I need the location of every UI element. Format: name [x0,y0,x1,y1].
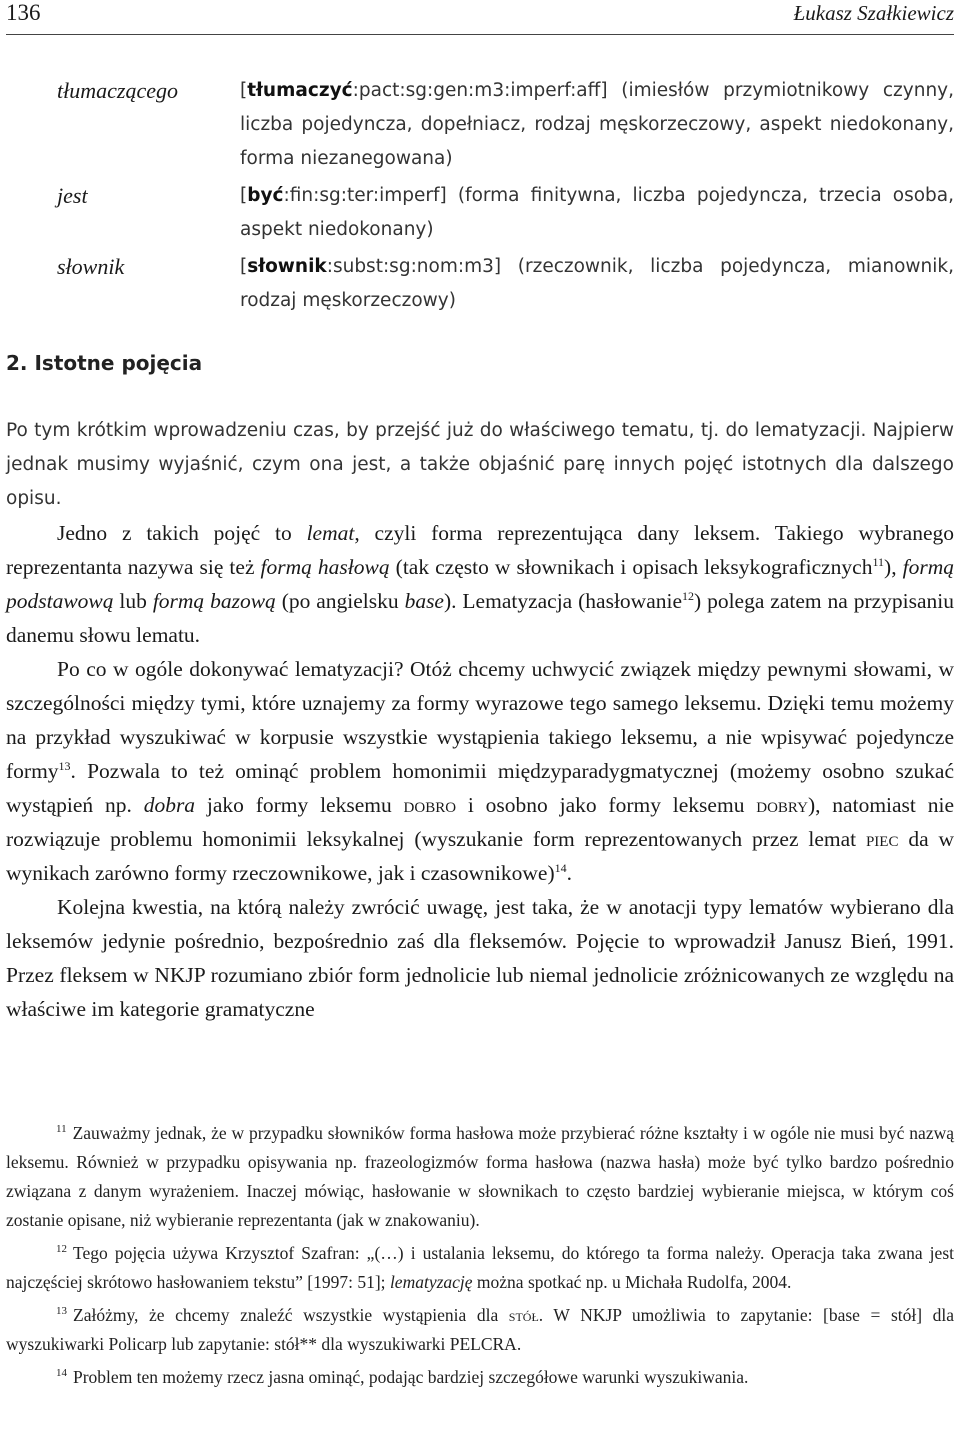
footnote-number: 13 [56,1305,67,1318]
paragraph-purpose [6,652,954,890]
glossary-tag: :fin:sg:ter:imperf] [283,185,447,206]
footnote-text: Tego pojęcia używa Krzysztof Szafran: „(…) i ustalania leksemu, do którego ta forma należy. Operacja taka zwana jest najczęściej skrótowo hasłowaniem tekstu” [1997: 51]; [6,1243,954,1292]
running-header [6,0,954,30]
footnote-12 [6,1239,954,1297]
running-author: Łukasz Szałkiewicz [793,1,954,25]
footnotes [6,1119,954,1396]
text-run: Jedno z takich pojęć to [57,521,307,545]
text-run: ) polega zatem na przypisaniu danemu słowu lematu. [6,589,955,647]
glossary-explanation: (forma finitywna, liczba pojedyncza, trzecia osoba, aspekt niedokonany) [240,185,954,240]
smallcaps-lexeme: stół [508,1305,539,1325]
italic-term: lemat [306,521,355,545]
italic-term: lematyzację [389,1272,473,1292]
text-run: lub [113,589,153,613]
italic-term: formą bazową [152,589,276,613]
text-run: ), [884,555,903,579]
footnote-text: Załóżmy, że chcemy znaleźć wszystkie wystąpienia dla [73,1305,509,1325]
footnote-number: 12 [56,1243,67,1256]
page-number: 136 [6,0,41,25]
italic-term: base [404,589,444,613]
footnote-ref[interactable]: 11 [872,554,885,569]
footnote-11 [6,1119,954,1235]
text-run: Po co w ogóle dokonywać lematyzacji? Otóż chcemy uchwycić związek między pewnymi słowami, w szczególności między tymi, które uznajemy za formy wyrazowe tego samego leksemu. Dzięki temu możemy na przykład wyszukiwać w korpusie wszystkie wystąpienia takiego leksemu, a nie wpisywać pojedyncze formy [6,657,954,783]
text-run: (tak często w słownikach i opisach leksykograficznych [389,555,873,579]
footnote-number: 11 [56,1123,67,1136]
glossary-explanation: (rzeczownik, liczba pojedyncza, mianownik, rodzaj męskorzeczowy) [240,256,954,311]
text-run: . [566,861,573,885]
paragraph-lemat [6,516,954,652]
glossary-tag: :subst:sg:nom:m3] [326,256,502,277]
glossary-term: słownik [57,254,125,279]
italic-term: formą podstawową [6,555,954,613]
footnote-14 [6,1363,954,1392]
smallcaps-lexeme: dobro [403,793,457,817]
glossary-explanation: (imiesłów przymiotnikowy czynny, liczba pojedyncza, dopełniacz, rodzaj męskorzeczowy, aspekt niedokonany, forma niezanegowana) [240,80,954,169]
footnote-text: Zauważmy jednak, że w przypadku słowników forma hasłowa może przybierać różne kształty i w ogóle nie musi być nazwą leksemu. Również w przypadku opisywania np. frazeologizmów forma hasłowa (nazwa hasła) może być tylko bardzo pośrednio związana z danym wyrażeniem. Inaczej mówiąc, hasłowanie w słownikach to często bardziej wybieranie miejsca, w którym coś zostanie opisane, niż wybieranie reprezentanta (jak w znakowaniu). [6,1123,954,1230]
footnote-13 [6,1301,954,1359]
glossary-lemma: być [247,185,284,206]
glossary-lemma: słownik [247,256,327,277]
header-rule [6,34,954,35]
text-run: da w wynikach zarówno formy rzeczownikowe, jak i czasownikowe) [6,827,954,885]
footnote-ref[interactable]: 14 [554,860,567,875]
footnote-ref[interactable]: 12 [682,588,695,603]
body-text [6,414,954,1026]
footnote-ref[interactable]: 13 [58,758,71,773]
glossary-term: jest [57,183,88,208]
glossary-tag: :pact:sg:gen:m3:imperf:aff] [352,80,608,101]
glossary-entry [0,74,960,176]
text-run: jako formy leksemu [195,793,404,817]
intro-paragraph: Po tym krótkim wprowadzeniu czas, by przejść już do właściwego tematu, tj. do lematyzacji. Najpierw jednak musimy wyjaśnić, czym ona jest, a także objaśnić parę innych pojęć istotnych dla dalszego opisu. [6,420,954,509]
footnote-text: można spotkać np. u Michała Rudolfa, 2004. [472,1272,792,1292]
text-run: . Pozwala to też ominąć problem homonimii międzyparadygmatycznej (możemy osobno szukać wystąpień np. [6,759,954,817]
smallcaps-lexeme: dobry [756,793,808,817]
glossary-entry [0,250,960,318]
text-run: (po angielsku [275,589,405,613]
text-run: i osobno jako formy leksemu [456,793,757,817]
glossary-term: tłumaczącego [57,78,178,103]
morphological-glossary [0,74,960,321]
glossary-description: [słownik:subst:sg:nom:m3] (rzeczownik, liczba pojedyncza, mianownik, rodzaj męskorzeczowy) [240,256,954,311]
italic-term: dobra [143,793,196,817]
glossary-lemma: tłumaczyć [247,80,353,101]
glossary-entry [0,179,960,247]
text-run: , czyli forma reprezentująca dany leksem. Takiego wybranego reprezentanta nazywa się też [6,521,954,579]
italic-term: formą hasłową [260,555,390,579]
footnote-number: 14 [56,1367,67,1380]
text-run: ), natomiast nie rozwiązuje problemu homonimii leksykalnej (wyszukanie form reprezentowanych przez lemat [6,793,954,851]
footnote-text: Problem ten możemy rzecz jasna ominąć, podając bardziej szczegółowe warunki wyszukiwania. [73,1367,749,1387]
footnote-text: . W NKJP umożliwia to zapytanie: [base = stół] dla wyszukiwarki Policarp lub zapytanie: stół** dla wyszukiwarki PELCRA. [6,1305,954,1354]
glossary-description: [tłumaczyć:pact:sg:gen:m3:imperf:aff] (imiesłów przymiotnikowy czynny, liczba pojedyncza, dopełniacz, rodzaj męskorzeczowy, aspekt niedokonany, forma niezanegowana) [240,80,954,169]
paragraph-fleksem: Kolejna kwestia, na którą należy zwrócić uwagę, jest taka, że w anotacji typy lematów wybierano dla leksemów jedynie pośrednio, bezpośrednio zaś dla fleksemów. Pojęcie to wprowadził Janusz Bień, 1991. Przez fleksem w NKJP rozumiano zbiór form jednolicie lub niemal jednolicie zróżnicowanych ze względu na właściwe im kategorie gramatyczne [6,895,954,1021]
section-heading: 2. Istotne pojęcia [6,351,203,375]
smallcaps-lexeme: piec [865,827,899,851]
glossary-description: [być:fin:sg:ter:imperf] (forma finitywna, liczba pojedyncza, trzecia osoba, aspekt niedokonany) [240,185,954,240]
text-run: ). Lematyzacja (hasłowanie [443,589,683,613]
